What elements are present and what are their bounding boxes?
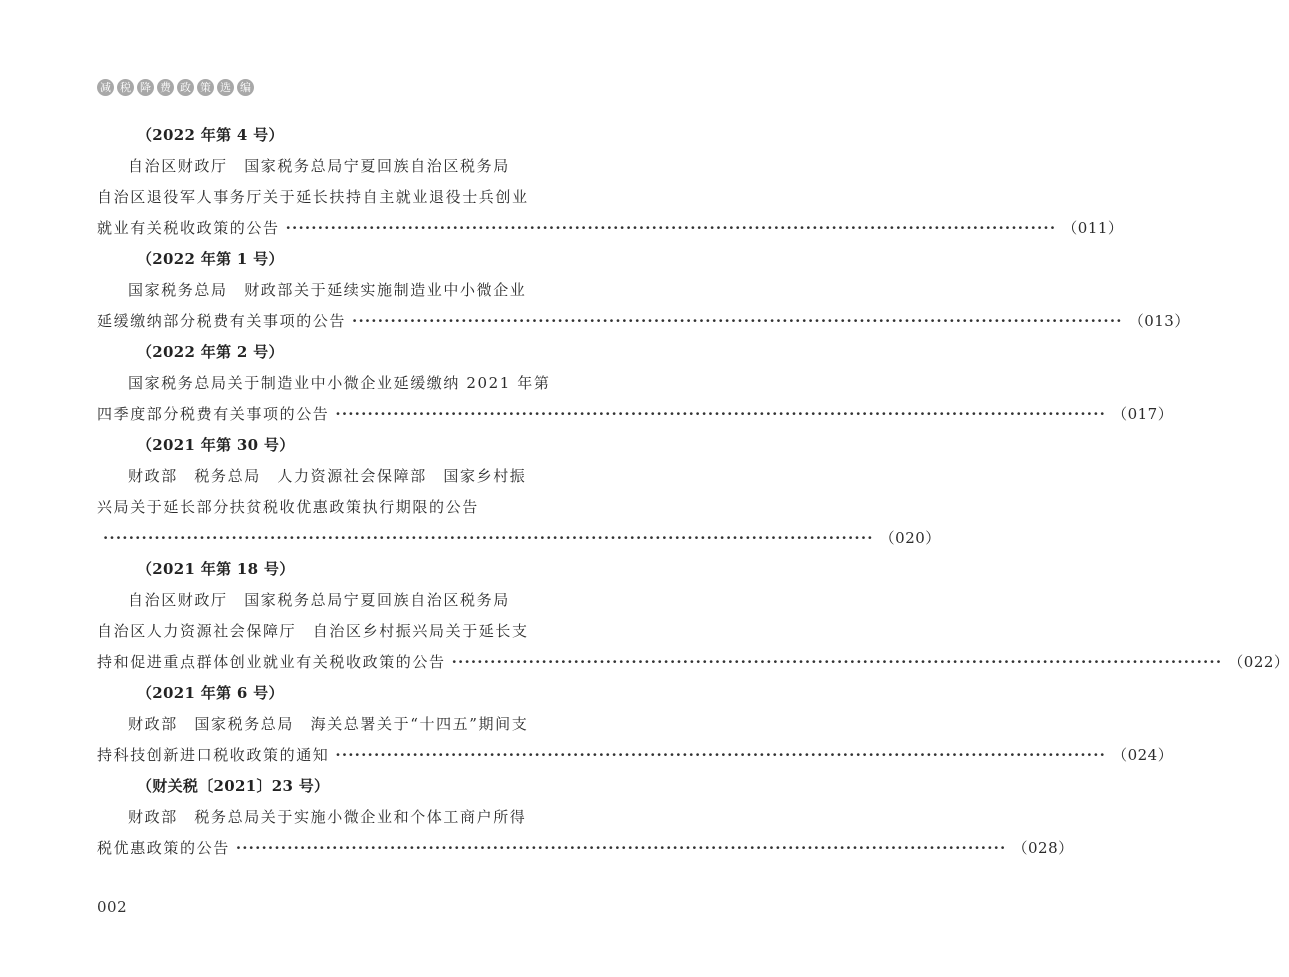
toc-page-ref: （020）	[879, 529, 941, 547]
toc-page-ref: （028）	[1012, 839, 1074, 857]
toc-entry-title-text: 持科技创新进口税收政策的通知	[97, 746, 330, 764]
toc-entry-line	[97, 306, 1190, 337]
header-char: 编	[237, 79, 254, 96]
toc-entry-number: （2022 年第 1 号）	[137, 250, 284, 268]
toc-entry-title-text: 财政部 税务总局关于实施小微企业和个体工商户所得	[128, 808, 527, 826]
toc-entry-line	[97, 523, 941, 554]
page-number: 002	[97, 898, 128, 916]
toc-entry[interactable]	[97, 771, 1074, 864]
toc-entry-title-text: 自治区财政厅 国家税务总局宁夏回族自治区税务局	[128, 591, 510, 609]
toc-entry-line	[97, 647, 1289, 678]
dot-leader: ························································································································	[103, 529, 874, 547]
toc-entry-title-text: 税优惠政策的公告	[97, 839, 230, 857]
header-char: 选	[217, 79, 234, 96]
toc-entry[interactable]	[97, 120, 1124, 244]
table-of-contents	[97, 120, 1289, 864]
toc-page-ref: （017）	[1112, 405, 1174, 423]
toc-entry-title-text: 财政部 国家税务总局 海关总署关于“十四五”期间支	[128, 715, 529, 733]
toc-entry-title-text: 兴局关于延长部分扶贫税收优惠政策执行期限的公告	[97, 498, 479, 516]
toc-entry-title-text: 就业有关税收政策的公告	[97, 219, 280, 237]
dot-leader: ························································································································	[335, 746, 1107, 764]
toc-entry-title-text: 持和促进重点群体创业就业有关税收政策的公告	[97, 653, 446, 671]
header-char: 税	[117, 79, 134, 96]
toc-entry-number: （财关税〔2021〕23 号）	[137, 777, 330, 795]
toc-entry-title-text: 财政部 税务总局 人力资源社会保障部 国家乡村振	[128, 467, 527, 485]
toc-entry[interactable]	[97, 678, 1174, 771]
header-char: 政	[177, 79, 194, 96]
toc-page-ref: （024）	[1112, 746, 1174, 764]
toc-entry-title-text: 四季度部分税费有关事项的公告	[97, 405, 330, 423]
dot-leader: ························································································································	[235, 839, 1007, 857]
toc-entry-number: （2021 年第 18 号）	[137, 560, 295, 578]
toc-page-ref: （013）	[1128, 312, 1190, 330]
toc-entry-number: （2022 年第 4 号）	[137, 126, 284, 144]
toc-entry-line	[97, 740, 1174, 771]
toc-page-ref: （011）	[1062, 219, 1124, 237]
dot-leader: ························································································································	[285, 219, 1057, 237]
header-char: 费	[157, 79, 174, 96]
toc-entry[interactable]	[97, 244, 1190, 337]
toc-entry-line	[97, 833, 1074, 864]
running-header	[97, 79, 254, 96]
header-char: 降	[137, 79, 154, 96]
toc-entry-title-text: 延缓缴纳部分税费有关事项的公告	[97, 312, 347, 330]
toc-entry[interactable]	[97, 430, 941, 554]
header-char: 策	[197, 79, 214, 96]
toc-entry[interactable]	[97, 337, 1174, 430]
toc-page-ref: （022）	[1228, 653, 1289, 671]
dot-leader: ························································································································	[352, 312, 1123, 330]
dot-leader: ························································································································	[335, 405, 1107, 423]
toc-entry-line	[97, 213, 1124, 244]
toc-entry-title-text: 自治区退役军人事务厅关于延长扶持自主就业退役士兵创业	[97, 188, 529, 206]
toc-entry[interactable]	[97, 554, 1289, 678]
toc-entry-title-text: 国家税务总局关于制造业中小微企业延缓缴纳 2021 年第	[128, 374, 551, 392]
toc-entry-title-text: 自治区人力资源社会保障厅 自治区乡村振兴局关于延长支	[97, 622, 529, 640]
toc-entry-number: （2022 年第 2 号）	[137, 343, 284, 361]
header-char: 减	[97, 79, 114, 96]
toc-entry-line	[97, 399, 1174, 430]
toc-entry-number: （2021 年第 30 号）	[137, 436, 295, 454]
toc-entry-number: （2021 年第 6 号）	[137, 684, 284, 702]
toc-entry-title-text: 自治区财政厅 国家税务总局宁夏回族自治区税务局	[128, 157, 510, 175]
toc-entry-title-text: 国家税务总局 财政部关于延续实施制造业中小微企业	[128, 281, 527, 299]
dot-leader: ························································································································	[451, 653, 1223, 671]
